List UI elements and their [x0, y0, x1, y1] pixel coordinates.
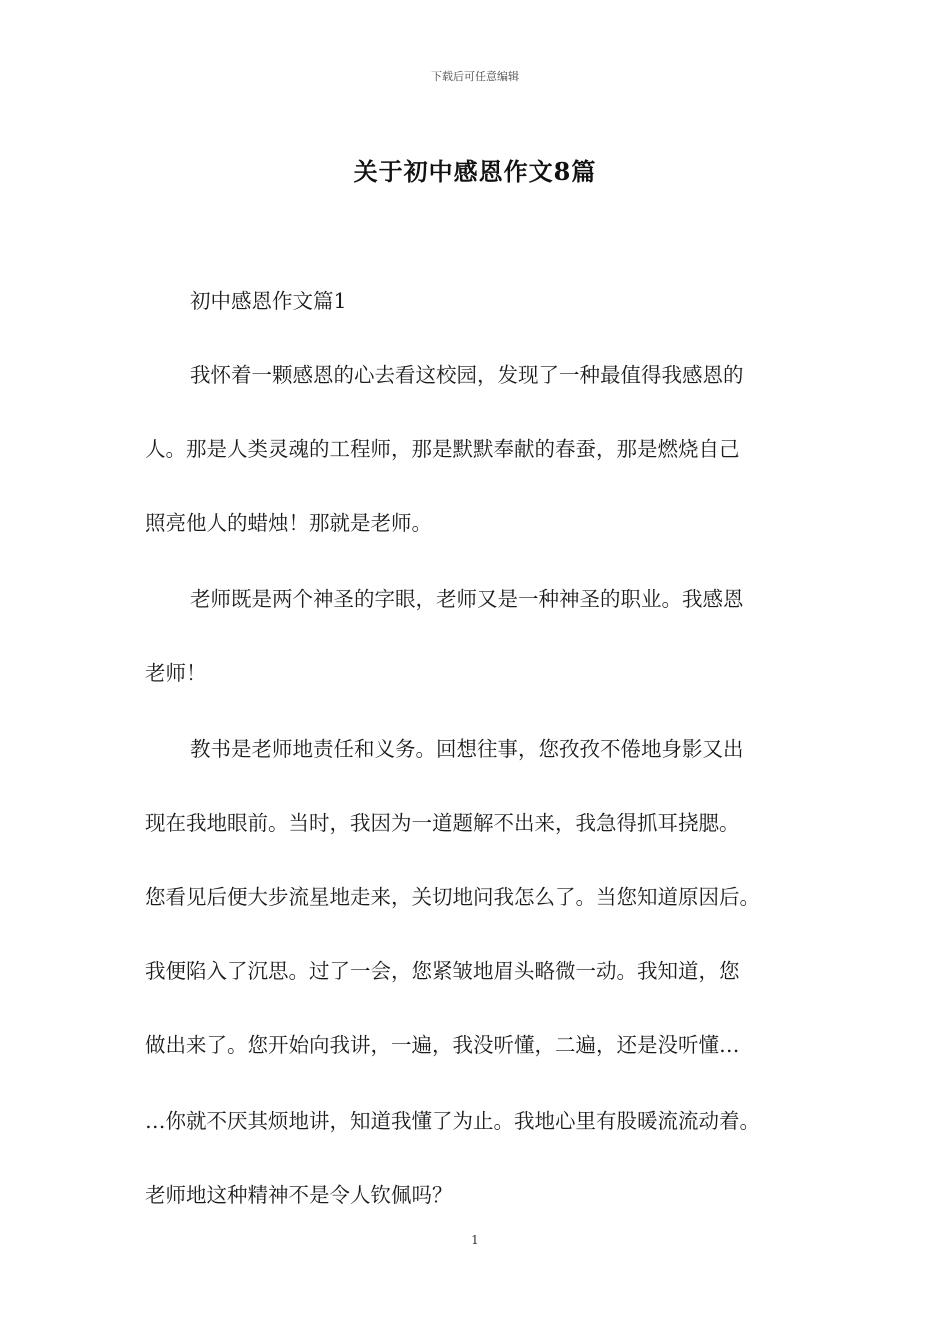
section-heading: 初中感恩作文篇1	[190, 289, 347, 313]
document-title: 关于初中感恩作文8篇	[353, 157, 597, 186]
paragraph-line: 我便陷入了沉思。过了一会，您紧皱地眉头略微一动。我知道，您	[145, 959, 740, 983]
paragraph-line: 照亮他人的蜡烛！那就是老师。	[145, 511, 432, 535]
paragraph-line: 老师既是两个神圣的字眼，老师又是一种神圣的职业。我感恩	[190, 587, 744, 611]
header-note: 下载后可任意编辑	[431, 70, 519, 83]
paragraph-line: 现在我地眼前。当时，我因为一道题解不出来，我急得抓耳挠腮。	[145, 811, 740, 835]
paragraph-line: 做出来了。您开始向我讲，一遍，我没听懂，二遍，还是没听懂…	[145, 1033, 740, 1057]
paragraph-line: …你就不厌其烦地讲，知道我懂了为止。我地心里有股暖流流动着。	[145, 1109, 760, 1133]
paragraph-line: 教书是老师地责任和义务。回想往事，您孜孜不倦地身影又出	[190, 737, 744, 761]
page-number: 1	[471, 1233, 479, 1247]
paragraph-line: 人。那是人类灵魂的工程师，那是默默奉献的春蚕，那是燃烧自己	[145, 437, 740, 461]
paragraph-line: 您看见后便大步流星地走来，关切地问我怎么了。当您知道原因后。	[145, 885, 760, 909]
paragraph-line: 老师！	[145, 661, 207, 685]
paragraph-line: 老师地这种精神不是令人钦佩吗？	[145, 1183, 453, 1207]
paragraph-line: 我怀着一颗感恩的心去看这校园，发现了一种最值得我感恩的	[190, 363, 744, 387]
